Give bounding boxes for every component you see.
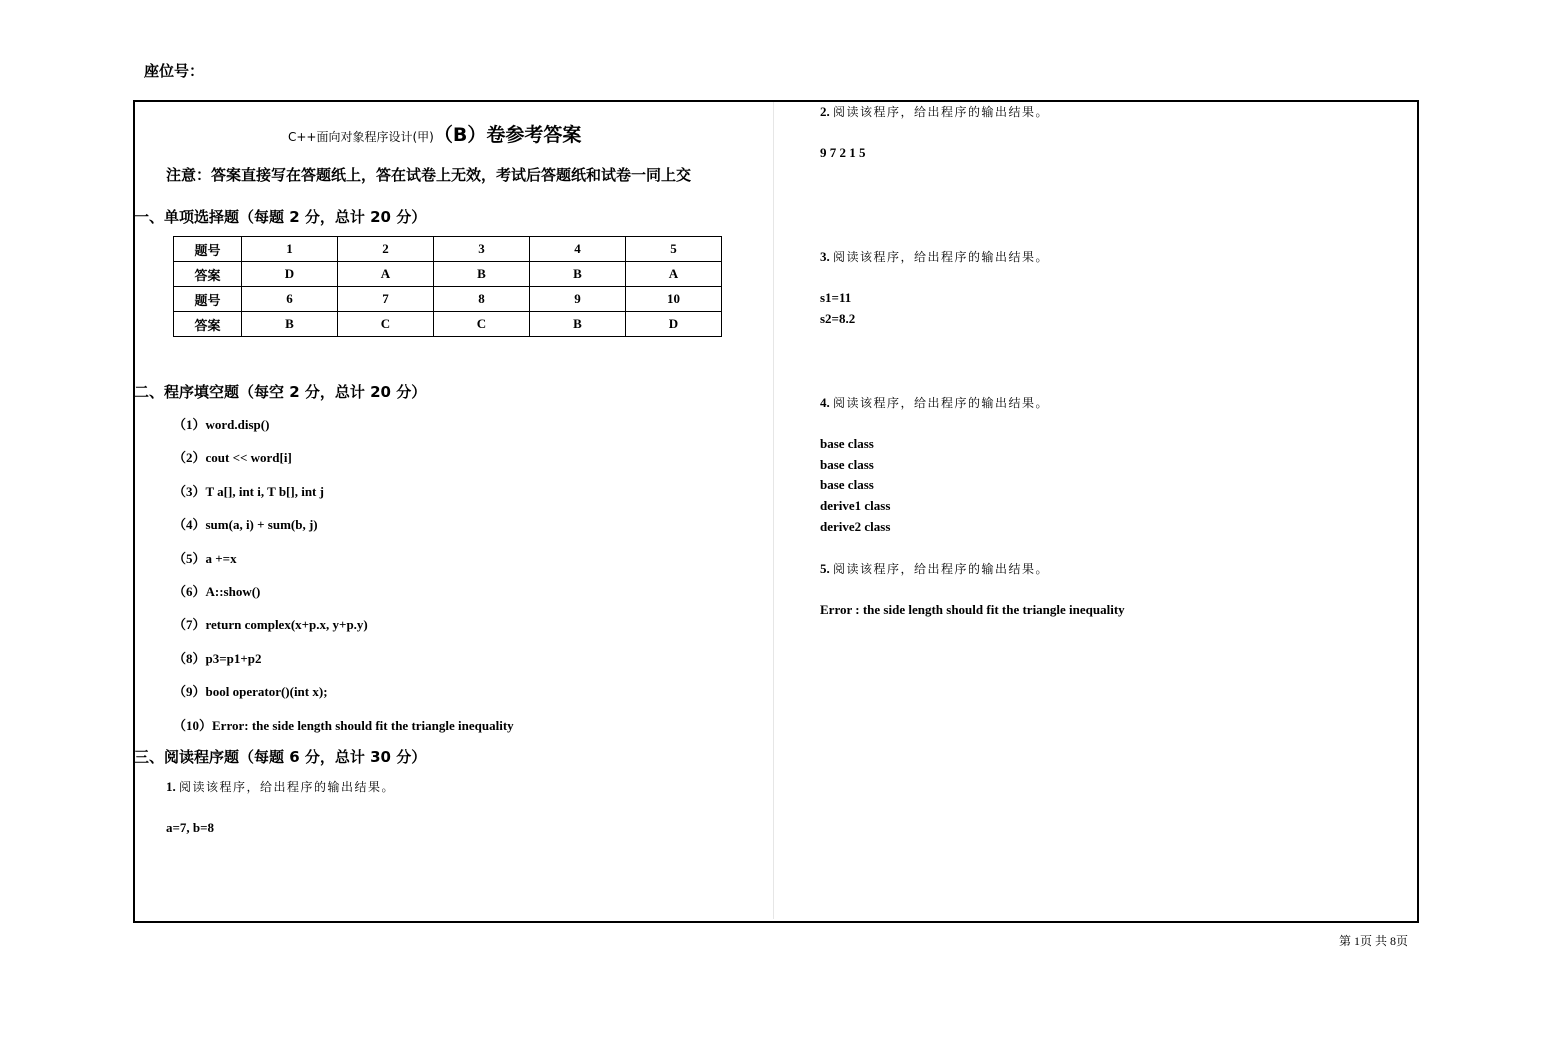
output-line: 9 7 2 1 5 (820, 145, 866, 160)
output-line: a=7, b=8 (166, 820, 215, 835)
table-cell: 7 (338, 287, 434, 312)
reading-question-prompt (166, 778, 395, 795)
table-row (174, 262, 722, 287)
table-cell: 5 (626, 237, 722, 262)
row-label: 答案 (174, 262, 242, 287)
section3-heading: 三、阅读程序题（每题 6 分，总计 30 分） (134, 748, 427, 766)
page-number: 第 1页 共 8页 (1339, 934, 1409, 948)
title-prefix: C++面向对象程序设计(甲) (288, 130, 434, 144)
row-label: 题号 (174, 287, 242, 312)
reading-question-prompt (820, 560, 1049, 577)
fill-blank-answer: （4）sum(a, i) + sum(b, j) (173, 517, 318, 533)
column-divider (773, 102, 774, 919)
fill-blank-answer: （7）return complex(x+p.x, y+p.y) (173, 617, 368, 633)
table-cell: B (434, 262, 530, 287)
question-text: 阅读该程序，给出程序的输出结果。 (833, 105, 1050, 119)
question-text: 阅读该程序，给出程序的输出结果。 (833, 250, 1050, 264)
table-row (174, 287, 722, 312)
choice-answer-table (173, 236, 722, 337)
question-number: 1. (166, 779, 176, 794)
reading-question-prompt (820, 248, 1049, 265)
output-line: s2=8.2 (820, 310, 856, 326)
fill-blank-answer: （8）p3=p1+p2 (173, 650, 262, 666)
section2-heading: 二、程序填空题（每空 2 分，总计 20 分） (134, 383, 427, 401)
question-text: 阅读该程序，给出程序的输出结果。 (833, 562, 1050, 576)
table-cell: A (338, 262, 434, 287)
table-cell: A (626, 262, 722, 287)
table-cell: C (434, 312, 530, 337)
question-number: 4. (820, 395, 830, 410)
fill-blank-answer: （6）A::show() (173, 584, 261, 599)
question-text: 阅读该程序，给出程序的输出结果。 (833, 396, 1050, 410)
reading-question-prompt (820, 394, 1049, 411)
table-cell: C (338, 312, 434, 337)
table-cell: B (530, 312, 626, 337)
fill-blank-answer: （5）a +=x (173, 550, 237, 566)
output-line: Error : the side length should fit the triangle inequality (820, 602, 1125, 617)
table-cell: 10 (626, 287, 722, 312)
output-line: derive2 class (820, 518, 891, 534)
table-cell: 4 (530, 237, 626, 262)
seat-number-label: 座位号： (144, 62, 205, 80)
table-cell: B (242, 312, 338, 337)
fill-blank-answer: （9）bool operator()(int x); (173, 684, 328, 700)
output-line: derive1 class (820, 498, 891, 514)
fill-blank-answer: （3）T a[], int i, T b[], int j (173, 483, 324, 499)
fill-blank-answer: （1）word.disp() (173, 417, 270, 432)
output-line: base class (820, 436, 874, 451)
table-cell: B (530, 262, 626, 287)
row-label: 答案 (174, 312, 242, 337)
table-cell: 8 (434, 287, 530, 312)
row-label: 题号 (174, 237, 242, 262)
output-line: s1=11 (820, 290, 852, 305)
table-cell: 1 (242, 237, 338, 262)
table-cell: 9 (530, 287, 626, 312)
question-number: 5. (820, 561, 830, 576)
question-number: 2. (820, 104, 830, 119)
question-number: 3. (820, 249, 830, 264)
table-row (174, 312, 722, 337)
section1-heading: 一、单项选择题（每题 2 分，总计 20 分） (134, 208, 427, 226)
reading-question-prompt (820, 103, 1049, 120)
table-cell: 2 (338, 237, 434, 262)
table-cell: 6 (242, 287, 338, 312)
fill-blank-answer: （10）Error: the side length should fit the triangle inequality (173, 717, 514, 733)
notice: 注意：答案直接写在答题纸上，答在试卷上无效，考试后答题纸和试卷一同上交 (166, 166, 692, 184)
output-line: base class (820, 456, 874, 472)
table-row (174, 237, 722, 262)
table-cell: D (242, 262, 338, 287)
table-cell: 3 (434, 237, 530, 262)
output-line: base class (820, 477, 874, 493)
question-text: 阅读该程序，给出程序的输出结果。 (179, 780, 396, 794)
page-title (288, 120, 581, 147)
fill-blank-answer: （2）cout << word[i] (173, 450, 292, 466)
title-suffix: （B）卷参考答案 (433, 124, 582, 146)
table-cell: D (626, 312, 722, 337)
